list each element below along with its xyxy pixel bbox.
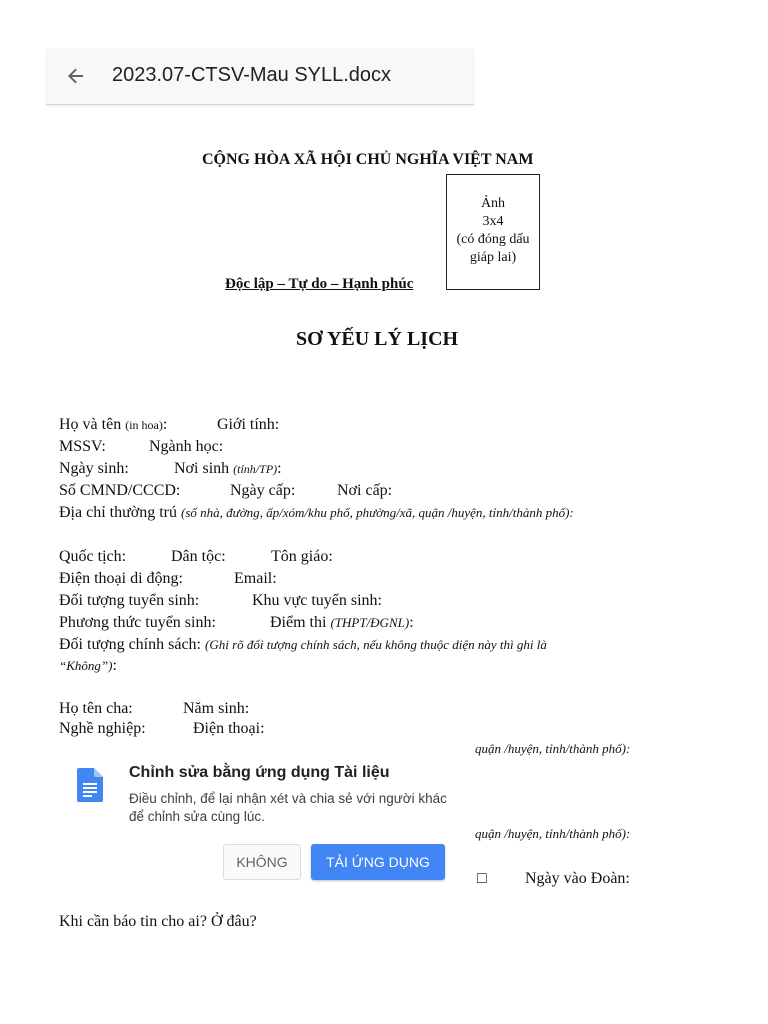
birthplace-label: Nơi sinh <box>174 460 230 477</box>
address-note: (số nhà, đường, ấp/xóm/khu phố, phường/xã, quận /huyện, tỉnh/thành phố): <box>181 505 574 520</box>
install-app-button[interactable]: TẢI ỨNG DỤNG <box>311 844 445 880</box>
field-gender: Giới tính: <box>217 416 280 433</box>
photo-box-line3: (có đóng dấu <box>456 232 530 247</box>
field-id-number: Số CMND/CCCD: <box>59 482 181 499</box>
field-policy-group <box>59 636 547 654</box>
policy-note-colon: : <box>112 657 117 674</box>
field-religion: Tôn giáo: <box>271 548 333 565</box>
photo-box-line4: giáp lai) <box>469 250 517 265</box>
field-email: Email: <box>234 570 277 587</box>
document-filename: 2023.07-CTSV-Mau SYLL.docx <box>112 64 392 86</box>
dismiss-button[interactable]: KHÔNG <box>223 844 301 880</box>
app-top-bar <box>46 48 474 105</box>
national-title: CỘNG HÒA XÃ HỘI CHỦ NGHĨA VIỆT NAM <box>202 151 534 168</box>
photo-box <box>446 174 540 290</box>
field-emergency-contact: Khi cần báo tin cho ai? Ở đâu? <box>59 913 257 930</box>
address-label: Địa chỉ thường trú <box>59 504 177 521</box>
field-occupation: Nghề nghiệp: <box>59 720 146 737</box>
policy-note-2: “Không”) <box>59 658 113 673</box>
address-note-partial-1-text: quận /huyện, tỉnh/thành phố) <box>475 741 626 756</box>
policy-note-line2 <box>59 657 117 675</box>
field-exam-score <box>270 614 414 632</box>
exam-score-label: Điểm thi <box>270 614 327 631</box>
main-title: SƠ YẾU LÝ LỊCH <box>296 328 459 350</box>
photo-box-line1: Ảnh <box>480 196 506 211</box>
birthplace-colon: : <box>277 460 282 477</box>
field-phone: Điện thoại: <box>193 720 265 737</box>
field-mobile: Điện thoại di động: <box>59 570 183 587</box>
full-name-note: (in hoa) <box>125 418 163 432</box>
popup-title: Chỉnh sửa bằng ứng dụng Tài liệu <box>129 764 390 781</box>
policy-note-1: (Ghi rõ đối tượng chính sách, nếu không thuộc diện này thì ghi là <box>205 637 547 652</box>
field-nationality: Quốc tịch: <box>59 548 127 565</box>
field-address <box>59 504 574 522</box>
full-name-label: Họ và tên <box>59 416 122 433</box>
field-student-id: MSSV: <box>59 438 106 455</box>
field-issue-date: Ngày cấp: <box>230 482 296 499</box>
policy-group-label: Đối tượng chính sách: <box>59 636 201 653</box>
exam-score-note: (THPT/ĐGNL) <box>330 615 410 630</box>
field-union-date: Ngày vào Đoàn: <box>525 870 630 887</box>
field-admission-group: Đối tượng tuyển sinh: <box>59 592 200 609</box>
address-note-partial-1: quận /huyện, tỉnh/thành phố): <box>475 741 631 756</box>
birthplace-note: (tỉnh/TP) <box>233 462 278 476</box>
field-issue-place: Nơi cấp: <box>337 482 393 499</box>
field-major: Ngành học: <box>149 438 224 455</box>
field-admission-method: Phương thức tuyển sinh: <box>59 614 216 631</box>
open-in-docs-popup <box>46 740 474 892</box>
photo-box-line2: 3x4 <box>482 214 504 229</box>
full-name-colon: : <box>162 416 168 433</box>
field-birthplace <box>174 460 282 478</box>
popup-description: Điều chỉnh, để lại nhận xét và chia sẻ với người khác để chỉnh sửa cùng lúc. <box>129 791 447 824</box>
back-button[interactable] <box>62 60 90 92</box>
union-checkbox: □ <box>477 870 487 887</box>
address-note-partial-2-text: quận /huyện, tỉnh/thành phố) <box>475 826 626 841</box>
field-birth-year: Năm sinh: <box>183 700 250 717</box>
field-admission-area: Khu vực tuyển sinh: <box>252 592 382 609</box>
motto: Độc lập – Tự do – Hạnh phúc <box>225 276 414 292</box>
field-dob: Ngày sinh: <box>59 460 129 477</box>
field-father-name: Họ tên cha: <box>59 700 133 717</box>
exam-score-colon: : <box>409 614 414 631</box>
google-docs-icon <box>77 768 103 807</box>
field-full-name <box>59 416 167 434</box>
arrow-back-icon <box>66 66 86 86</box>
address-note-partial-2: quận /huyện, tỉnh/thành phố): <box>475 826 631 841</box>
field-ethnicity: Dân tộc: <box>171 548 226 565</box>
